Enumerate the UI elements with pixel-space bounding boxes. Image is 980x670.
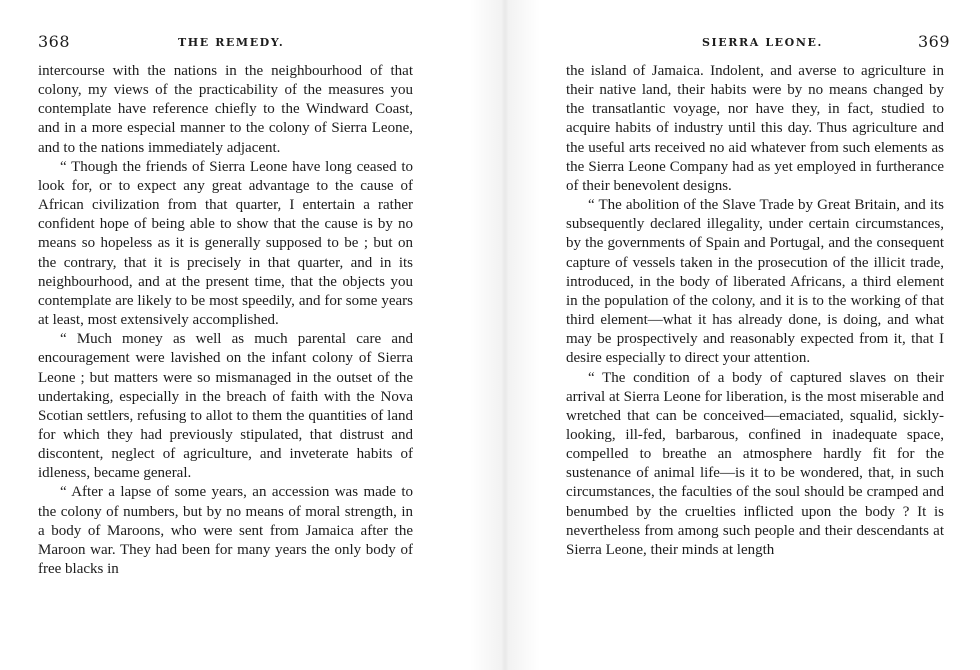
right-page-number: 369 [918, 32, 951, 51]
left-paragraph-1: intercourse with the nations in the neighbourhood of that colony, my views of the practicability of the measures you contemplate have reference chiefly to the Windward Coast, and in a more especial manner to the colony of Sierra Leone, and to the nations immediately adjacent. [38, 63, 413, 156]
right-paragraph-2: “ The abolition of the Slave Trade by Great Britain, and its subsequently declared illegality, under certain circumstances, by the governments of Spain and Portugal, and the consequent capture of vessels taken in the prosecution of the illicit trade, introduced, in the body of liberated Africans, a third element in the population of the colony, and it is to the working of that third element—what it has already done, is doing, and what may be prospectively and reasonably expected from it, that I desire especially to direct your attention. [566, 197, 944, 367]
right-page-body [566, 62, 944, 560]
right-paragraph-1: the island of Jamaica. Indolent, and averse to agriculture in their native land, their habits were by no means changed by the transatlantic voyage, nor have they, in fact, studied to acquire habits of industry until this day. Thus agriculture and the useful arts received no aid whatever from such elements as the Sierra Leone Company had as yet employed in furtherance of their benevolent designs. [566, 63, 944, 194]
left-page-number: 368 [38, 32, 71, 51]
left-running-head: THE REMEDY. [178, 36, 285, 49]
left-paragraph-4: “ After a lapse of some years, an accession was made to the colony of numbers, but by no means of moral strength, in a body of Maroons, who were sent from Jamaica after the Maroon war. They had been for many years the only body of free blacks in [38, 484, 413, 578]
left-paragraph-2: “ Though the friends of Sierra Leone have long ceased to look for, or to expect any great advantage to the cause of African civilization from that quarter, I entertain a rather confident hope of being able to show that the cause is by no means so hopeless as it is generally supposed to be ; but on the contrary, that it is precisely in that quarter, and in its neighbourhood, and at the present time, that the objects you contemplate are likely to be most speedily, and for some years at least, most extensively accomplished. [38, 158, 413, 329]
right-paragraph-3: “ The condition of a body of captured slaves on their arrival at Sierra Leone for liberation, is the most miserable and wretched that can be conceived—emaciated, squalid, sickly-looking, ill-fed, barbarous, confined in inadequate space, compelled to breathe an atmosphere hardly fit for the sustenance of animal life—is it to be wondered, that, in such circumstances, the faculties of the soul should be cramped and benumbed by the cruelties inflicted upon the body ? It is nevertheless from among such people and their descendants at Sierra Leone, their minds at length [566, 369, 944, 558]
right-page [490, 0, 980, 670]
left-paragraph-3: “ Much money as well as much parental care and encouragement were lavished on the infant colony of Sierra Leone ; but matters were so mismanaged in the outset of the undertaking, especially in the breach of faith with the Nova Scotian settlers, refusing to allot to them the quantities of land for which they had previously stipulated, that distrust and discontent, neglect of agriculture, and inveterate habits of idleness, became general. [38, 331, 413, 482]
right-running-head: SIERRA LEONE. [702, 36, 823, 49]
left-page-body [38, 62, 413, 579]
